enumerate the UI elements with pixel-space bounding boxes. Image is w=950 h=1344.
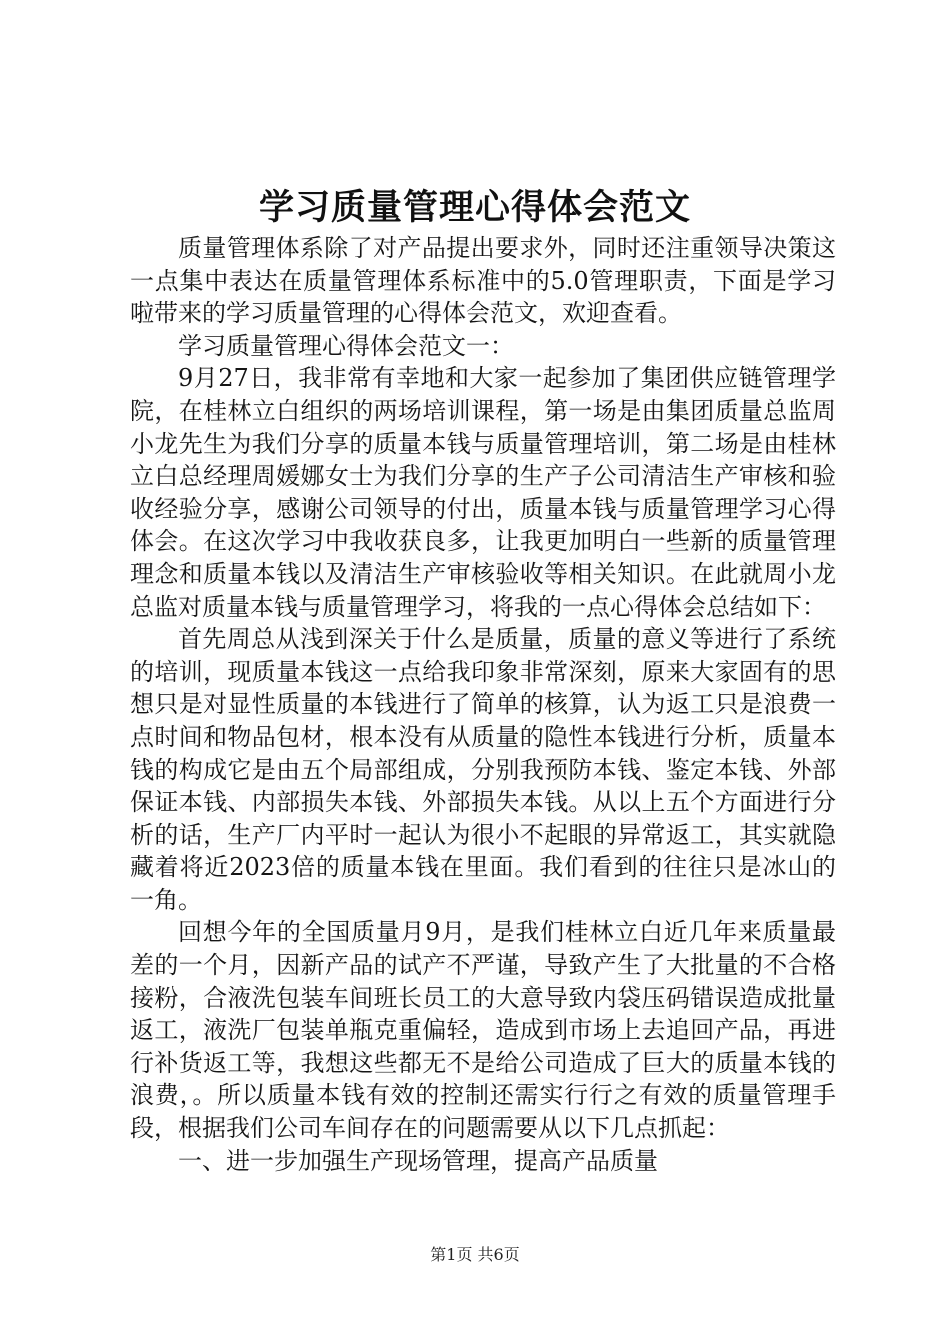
page-number-footer: 第1页 共6页 <box>430 1245 520 1264</box>
paragraph-intro: 质量管理体系除了对产品提出要求外，同时还注重领导决策这一点集中表达在质量管理体系标准中的5.0管理职责，下面是学习啦带来的学习质量管理的心得体会范文，欢迎查看。 <box>130 234 836 328</box>
document-body <box>130 232 836 1177</box>
paragraph-quality-cost: 首先周总从浅到深关于什么是质量，质量的意义等进行了系统的培训，现质量本钱这一点给我印象非常深刻，原来大家固有的思想只是对显性质量的本钱进行了简单的核算，认为返工只是浪费一点时间和物品包材，根本没有从质量的隐性本钱进行分析，质量本钱的构成它是由五个局部组成，分别我预防本钱、鉴定本钱、外部保证本钱、内部损失本钱、外部损失本钱。从以上五个方面进行分析的话，生产厂内平时一起认为很小不起眼的异常返工，其实就隐藏着将近2023倍的质量本钱在里面。我们看到的往往只是冰山的一角。 <box>130 625 836 914</box>
paragraph-point-one: 一、进一步加强生产现场管理，提高产品质量 <box>178 1146 658 1175</box>
paragraph-training-account: 9月27日，我非常有幸地和大家一起参加了集团供应链管理学院，在桂林立白组织的两场培训课程，第一场是由集团质量总监周小龙先生为我们分享的质量本钱与质量管理培训，第二场是由桂林立白总经理周媛娜女士为我们分享的生产子公司清洁生产审核和验收经验分享，感谢公司领导的付出，质量本钱与质量管理学习心得体会。在这次学习中我收获良多，让我更加明白一些新的质量管理理念和质量本钱以及清洁生产审核验收等相关知识。在此就周小龙总监对质量本钱与质量管理学习，将我的一点心得体会总结如下： <box>130 364 836 621</box>
paragraph-quality-month: 回想今年的全国质量月9月，是我们桂林立白近几年来质量最差的一个月，因新产品的试产不严谨，导致产生了大批量的不合格接粉，合液洗包装车间班长员工的大意导致内袋压码错误造成批量返工，液洗厂包装单瓶克重偏轻，造成到市场上去追回产品，再进行补货返工等，我想这些都无不是给公司造成了巨大的质量本钱的浪费，。所以质量本钱有效的控制还需实行行之有效的质量管理手段，根据我们公司车间存在的问题需要从以下几点抓起： <box>130 918 836 1143</box>
paragraph-section-heading: 学习质量管理心得体会范文一： <box>178 331 514 360</box>
document-title: 学习质量管理心得体会范文 <box>258 188 691 228</box>
